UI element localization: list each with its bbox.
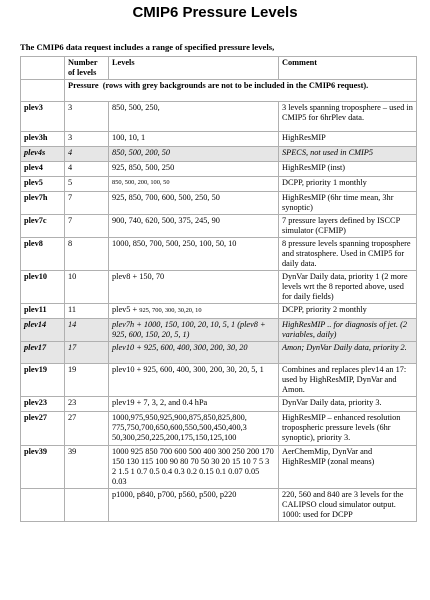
- note-label: Pressure: [68, 81, 99, 90]
- level-count: 27: [65, 412, 109, 446]
- level-count: 17: [65, 342, 109, 364]
- table-row: [21, 304, 417, 319]
- header-empty: [21, 57, 65, 80]
- table-row: [21, 397, 417, 412]
- level-comment: DCPP, priority 2 monthly: [279, 304, 417, 319]
- level-comment: DynVar Daily data, priority 1 (2 more levels wrt the 8 reported above, used for daily fields): [279, 271, 417, 304]
- table-row: [21, 342, 417, 364]
- level-count: 10: [65, 271, 109, 304]
- level-values: 1000,975,950,925,900,875,850,825,800, 775,750,700,650,600,550,500,450,400,3 50,300,250,225,200,175,150,125,100: [109, 412, 279, 446]
- table-row: [21, 177, 417, 192]
- level-set-name: plev23: [21, 397, 65, 412]
- table-row: [21, 147, 417, 162]
- table-row: [21, 102, 417, 132]
- level-comment: 220, 560 and 840 are 3 levels for the CALIPSO cloud simulator output. 1000: used for DCPP: [279, 489, 417, 522]
- note-empty: [21, 80, 65, 102]
- level-values-main: plev5 +: [112, 305, 140, 314]
- level-comment: HighResMIP (inst): [279, 162, 417, 177]
- table-row: [21, 412, 417, 446]
- level-set-name: plev39: [21, 446, 65, 489]
- level-values: plev19 + 7, 3, 2, and 0.4 hPa: [109, 397, 279, 412]
- level-comment: AerChemMip, DynVar and HighResMIP (zonal means): [279, 446, 417, 489]
- level-comment: HighResMIP: [279, 132, 417, 147]
- level-set-name: plev11: [21, 304, 65, 319]
- level-count: 19: [65, 364, 109, 397]
- level-comment: 7 pressure layers defined by ISCCP simulator (CFMIP): [279, 215, 417, 238]
- level-comment: SPECS, not used in CMIP5: [279, 147, 417, 162]
- level-set-name: plev14: [21, 319, 65, 342]
- note-cell: [65, 80, 417, 102]
- level-comment: Amon; DynVar Daily data, priority 2.: [279, 342, 417, 364]
- level-set-name: plev4s: [21, 147, 65, 162]
- level-values: 1000 925 850 700 600 500 400 300 250 200 170 150 130 115 100 90 80 70 50 30 20 15 10 7 5 3 2 1.5 1 0.7 0.5 0.4 0.3 0.2 0.15 0.1 0.07 0.05 0.03: [109, 446, 279, 489]
- level-comment: HighResMIP .. for diagnosis of jet. (2 variables, daily): [279, 319, 417, 342]
- level-count: 5: [65, 177, 109, 192]
- level-count: 4: [65, 147, 109, 162]
- table-row: [21, 238, 417, 271]
- level-values: plev7h + 1000, 150, 100, 20, 10, 5, 1 (plev8 + 925, 600, 150, 20, 5, 1): [109, 319, 279, 342]
- note-text: (rows with grey backgrounds are not to be included in the CMIP6 request).: [102, 81, 369, 90]
- level-values: plev8 + 150, 70: [109, 271, 279, 304]
- table-row: [21, 215, 417, 238]
- level-count: 7: [65, 215, 109, 238]
- level-comment: 8 pressure levels spanning troposphere and stratosphere. Used in CMIP5 for daily data.: [279, 238, 417, 271]
- table-row: [21, 271, 417, 304]
- level-values: p1000, p840, p700, p560, p500, p220: [109, 489, 279, 522]
- level-values: plev10 + 925, 600, 400, 300, 200, 30, 20: [109, 342, 279, 364]
- table-header-row: [21, 57, 417, 80]
- level-values: [109, 304, 279, 319]
- level-set-name: plev3: [21, 102, 65, 132]
- level-set-name: plev7h: [21, 192, 65, 215]
- level-comment: Combines and replaces plev14 an 17: used by HighResMIP, DynVar and Amon.: [279, 364, 417, 397]
- level-set-name: [21, 489, 65, 522]
- table-body: [21, 57, 417, 522]
- table-row: [21, 162, 417, 177]
- level-comment: HighResMIP (6hr time mean, 3hr synoptic): [279, 192, 417, 215]
- level-set-name: plev27: [21, 412, 65, 446]
- level-set-name: plev7c: [21, 215, 65, 238]
- page-title: CMIP6 Pressure Levels: [132, 4, 298, 21]
- level-values: 900, 740, 620, 500, 375, 245, 90: [109, 215, 279, 238]
- level-count: 23: [65, 397, 109, 412]
- level-count: 8: [65, 238, 109, 271]
- level-count: 7: [65, 192, 109, 215]
- table-row: [21, 319, 417, 342]
- level-values: 100, 10, 1: [109, 132, 279, 147]
- level-set-name: plev8: [21, 238, 65, 271]
- level-count: 3: [65, 132, 109, 147]
- table-row: [21, 364, 417, 397]
- level-values: 850, 500, 250,: [109, 102, 279, 132]
- intro-text: The CMIP6 data request includes a range of specified pressure levels,: [20, 42, 275, 52]
- level-values: 850, 500, 200, 100, 50: [109, 177, 279, 192]
- level-set-name: plev10: [21, 271, 65, 304]
- level-values: plev10 + 925, 600, 400, 300, 200, 30, 20, 5, 1: [109, 364, 279, 397]
- header-comment: Comment: [279, 57, 417, 80]
- table-note-row: [21, 80, 417, 102]
- level-comment: HighResMIP – enhanced resolution tropospheric pressure levels (6hr synoptic), priority 3.: [279, 412, 417, 446]
- level-values-small: 925, 700, 300, 30,20, 10: [139, 307, 202, 314]
- level-count: 3: [65, 102, 109, 132]
- table-row: [21, 132, 417, 147]
- level-comment: DCPP, priority 1 monthly: [279, 177, 417, 192]
- header-levels: Levels: [109, 57, 279, 80]
- level-set-name: plev3h: [21, 132, 65, 147]
- level-values: 925, 850, 500, 250: [109, 162, 279, 177]
- table-row: [21, 446, 417, 489]
- level-set-name: plev19: [21, 364, 65, 397]
- level-count: 11: [65, 304, 109, 319]
- level-comment: 3 levels spanning troposphere – used in CMIP5 for 6hrPlev data.: [279, 102, 417, 132]
- level-count: 4: [65, 162, 109, 177]
- level-count: 14: [65, 319, 109, 342]
- level-values: 925, 850, 700, 600, 500, 250, 50: [109, 192, 279, 215]
- level-count: [65, 489, 109, 522]
- level-count: 39: [65, 446, 109, 489]
- level-set-name: plev5: [21, 177, 65, 192]
- level-values: 850, 500, 200, 50: [109, 147, 279, 162]
- header-number: Number of levels: [65, 57, 109, 80]
- level-set-name: plev4: [21, 162, 65, 177]
- level-set-name: plev17: [21, 342, 65, 364]
- pressure-levels-table: [20, 56, 417, 522]
- level-values: 1000, 850, 700, 500, 250, 100, 50, 10: [109, 238, 279, 271]
- level-comment: DynVar Daily data, priority 3.: [279, 397, 417, 412]
- table-row: [21, 192, 417, 215]
- table-row: [21, 489, 417, 522]
